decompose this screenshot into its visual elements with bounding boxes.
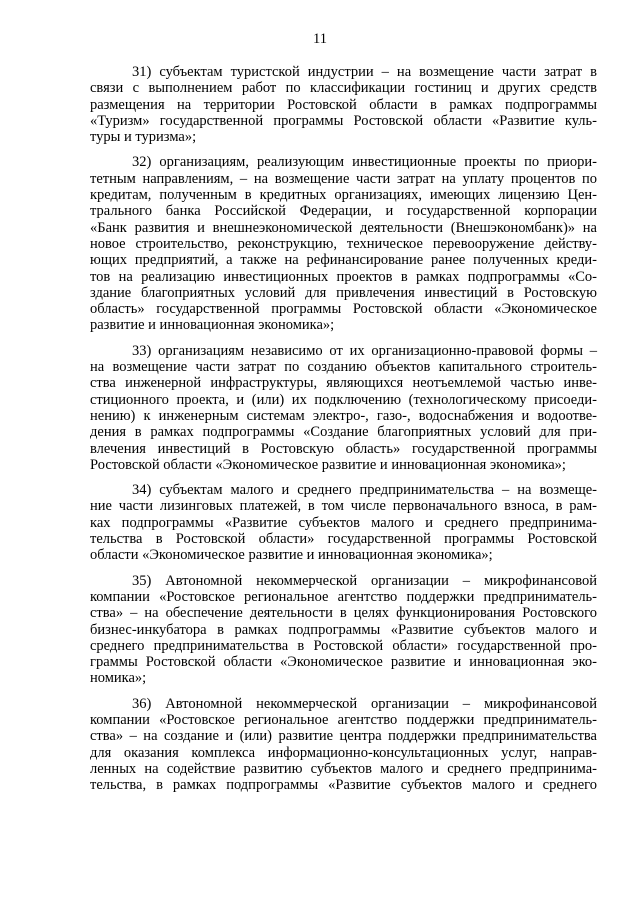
text-line: дения в рамках подпрограммы «Создание благоприятных условий для при- xyxy=(90,424,597,441)
document-body xyxy=(90,64,597,802)
text-line: развитие и инновационная экономика»; xyxy=(90,317,335,334)
paragraph-34 xyxy=(90,482,597,563)
text-line: на возмещение части затрат по созданию объектов капитального строитель- xyxy=(90,359,597,376)
text-line: тельства, в рамках подпрограммы «Развитие субъектов малого и среднего xyxy=(90,777,597,794)
text-line: тов на реализацию инвестиционных проектов в рамках подпрограммы «Со- xyxy=(90,268,597,285)
text-line: компании «Ростовское региональное агентство поддержки предприниматель- xyxy=(90,588,597,605)
text-line: стиционного проекта, и (или) их подключению (технологическому присоеди- xyxy=(90,391,597,408)
page-number: 11 xyxy=(313,31,327,47)
text-line: «Туризм» государственной программы Ростовской области «Развитие куль- xyxy=(90,112,597,129)
paragraph-36 xyxy=(90,696,597,794)
text-line: бизнес-инкубатора в рамках подпрограммы «Развитие субъектов малого и xyxy=(90,621,597,638)
text-line: номика»; xyxy=(90,670,147,687)
text-line: 33) организациям независимо от их организационно-правовой формы – xyxy=(132,342,597,359)
text-line: трального банка Российской Федерации, и государственной корпорации xyxy=(90,203,597,220)
text-line: туры и туризма»; xyxy=(90,129,197,146)
text-line: «Банк развития и внешнеэкономической деятельности (Внешэкономбанк)» на xyxy=(90,219,597,236)
text-line: для оказания комплекса информационно-консультационных услуг, направ- xyxy=(90,744,597,761)
text-line: ние части лизинговых платежей, в том числе первоначального взноса, в рам- xyxy=(90,498,597,515)
paragraph-33 xyxy=(90,343,597,473)
text-line: тельства в Ростовской области» государственной программы Ростовской xyxy=(90,531,597,548)
text-line: компании «Ростовское региональное агентство поддержки предприниматель- xyxy=(90,711,597,728)
paragraph-32 xyxy=(90,154,597,333)
paragraph-35 xyxy=(90,573,597,687)
text-line: здание благоприятных условий для привлечения инвестиций в Ростовскую xyxy=(90,284,597,301)
paragraph-31 xyxy=(90,64,597,145)
text-line: тетным направлениям, – на возмещение части затрат на уплату процентов по xyxy=(90,170,597,187)
text-line: области «Экономическое развитие и инновационная экономика»; xyxy=(90,547,493,564)
text-line: ленных на содействие развитию субъектов малого и среднего предпринима- xyxy=(90,760,597,777)
text-line: нению) к инженерным системам электро-, газо-, водоснабжения и водоотве- xyxy=(90,407,597,424)
text-line: Ростовской области «Экономическое развитие и инновационная экономика»; xyxy=(90,456,566,473)
text-line: ках подпрограммы «Развитие субъектов малого и среднего предпринима- xyxy=(90,514,597,531)
text-line: 34) субъектам малого и среднего предпринимательства – на возмеще- xyxy=(132,482,597,499)
text-line: новое строительство, реконструкцию, техническое перевооружение действу- xyxy=(90,235,597,252)
text-line: связи с выполнением работ по классификации гостиниц и других средств xyxy=(90,80,597,97)
text-line: кредитам, полученным в кредитных организациях, имеющих лицензию Цен- xyxy=(90,187,597,204)
text-line: размещения на территории Ростовской области в рамках подпрограммы xyxy=(90,96,597,113)
text-line: 36) Автономной некоммерческой организации – микрофинансовой xyxy=(132,695,597,712)
text-line: 31) субъектам туристской индустрии – на возмещение части затрат в xyxy=(132,64,597,80)
text-line: 35) Автономной некоммерческой организации – микрофинансовой xyxy=(132,572,597,589)
text-line: область» государственной программы Ростовской области «Экономическое xyxy=(90,301,597,318)
text-line: ства инженерной инфраструктуры, являющихся неотъемлемой частью инве- xyxy=(90,375,597,392)
text-line: влечения инвестиций в Ростовскую область» государственной программы xyxy=(90,440,597,457)
text-line: 32) организациям, реализующим инвестиционные проекты по приори- xyxy=(132,154,597,171)
text-line: ства» – на обеспечение деятельности в целях функционирования Ростовского xyxy=(90,605,597,622)
text-line: ющих предприятий, а также на рефинансирование ранее полученных креди- xyxy=(90,252,597,269)
text-line: граммы Ростовской области «Экономическое развитие и инновационная эко- xyxy=(90,654,597,671)
text-line: среднего предпринимательства в Ростовской области» государственной про- xyxy=(90,637,597,654)
text-line: ства» – на создание и (или) развитие центра поддержки предпринимательства xyxy=(90,728,597,745)
